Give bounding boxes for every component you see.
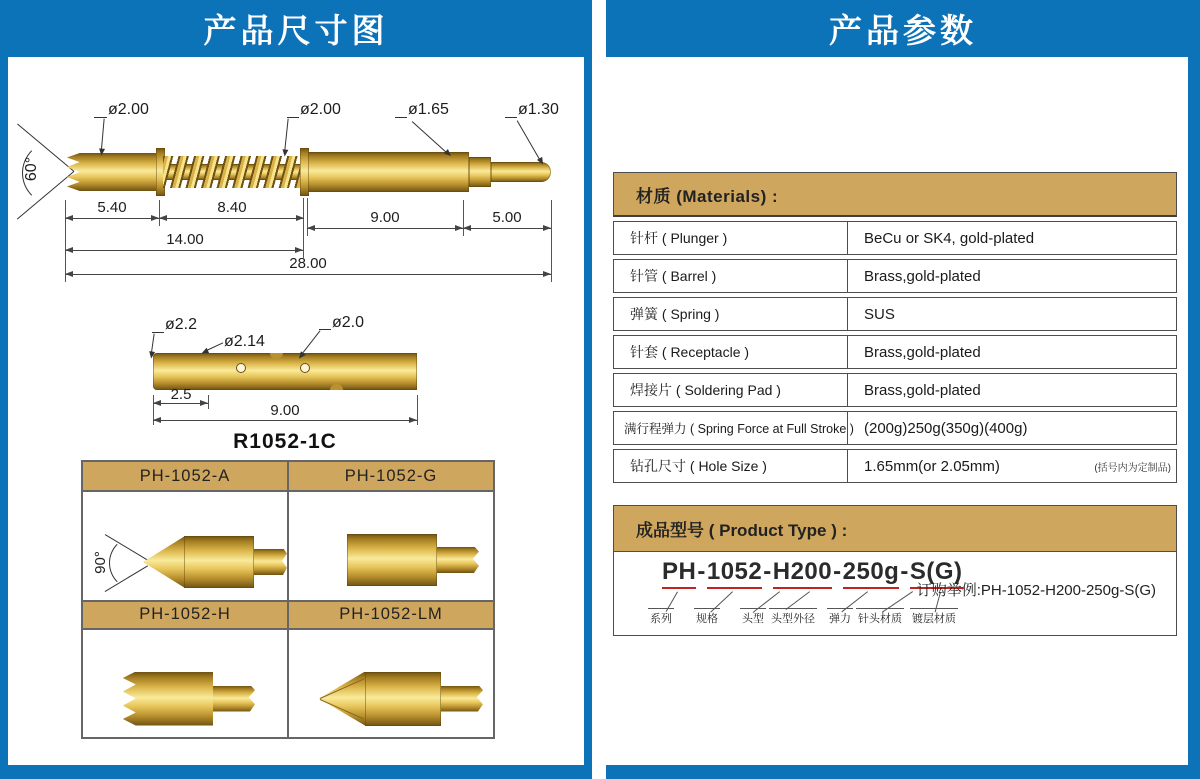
- dim-line: [159, 218, 304, 219]
- model-head-type: H: [773, 558, 791, 589]
- dia-barrel-label: ø1.65: [408, 101, 449, 118]
- dim-rec-9-00: 9.00: [270, 402, 300, 419]
- parameters-panel: [606, 0, 1200, 779]
- row-value: Brass,gold-plated: [864, 343, 981, 361]
- table-row: [613, 259, 1177, 293]
- tip-drawing-h: [82, 629, 288, 739]
- tip-shaft: [254, 549, 287, 575]
- tip-body: [347, 534, 437, 586]
- extension-line: [551, 200, 552, 282]
- row-label: 针杆 ( Plunger ): [614, 222, 848, 254]
- dim-28-00: 28.00: [289, 255, 327, 272]
- row-label: 弹簧 ( Spring ): [614, 298, 848, 330]
- tip-style-table: [81, 460, 495, 739]
- receptacle-tube: [153, 353, 417, 390]
- leader-line: [151, 334, 155, 353]
- rec-dia-inner-label: ø2.0: [332, 314, 365, 331]
- model-dash: -: [697, 558, 706, 585]
- parameters-area: [606, 0, 1200, 779]
- tip-drawing-lm: [288, 629, 494, 739]
- segment-label-tip-mat: 针头材质: [856, 608, 904, 626]
- table-row: [613, 449, 1177, 483]
- tube-notch-bottom: [330, 384, 343, 390]
- row-value: SUS: [864, 305, 895, 323]
- leader-tick: [505, 117, 517, 118]
- extension-line: [208, 395, 209, 409]
- product-type-body: [613, 552, 1177, 636]
- pin-barrel: [308, 152, 469, 192]
- dim-line: [307, 228, 463, 229]
- tip-name-a: PH-1052-A: [139, 466, 231, 485]
- row-value: [848, 450, 1176, 482]
- leader-tick: [94, 117, 107, 118]
- row-label: 满行程弹力 ( Spring Force at Full Stroke ): [614, 412, 848, 444]
- dim-line: [65, 274, 551, 275]
- dim-9-00: 9.00: [370, 209, 400, 226]
- extension-line: [303, 198, 304, 258]
- row-label: 针套 ( Receptacle ): [614, 336, 848, 368]
- crown-tip-body: [121, 672, 213, 726]
- right-panel-title: 产品参数: [829, 12, 977, 49]
- materials-header-text: 材质 (Materials) :: [636, 186, 779, 206]
- custom-note: (括号内为定制品): [1094, 462, 1171, 474]
- dim-line: [463, 228, 551, 229]
- dim-line: [153, 403, 208, 404]
- row-value: Brass,gold-plated: [864, 381, 981, 399]
- extension-line: [65, 200, 66, 282]
- dimension-diagram-panel: [0, 0, 592, 779]
- table-row: [613, 335, 1177, 369]
- dimension-drawing-area: [0, 0, 592, 779]
- model-plating: (G): [926, 558, 962, 589]
- leader-line: [516, 120, 540, 160]
- dim-line: [65, 250, 303, 251]
- table-row: [613, 297, 1177, 331]
- product-type-header-text: 成品型号 ( Product Type ) :: [636, 521, 848, 540]
- pin-spring: [163, 156, 301, 188]
- leader-tick: [395, 117, 407, 118]
- model-spec: 1052: [707, 558, 762, 589]
- table-row: [613, 411, 1177, 445]
- tip-angle-label: 90°: [91, 551, 109, 574]
- dia-head-label: ø2.00: [108, 101, 149, 118]
- rec-dia-mid-label: ø2.14: [224, 333, 265, 350]
- tip-cell-header: [288, 601, 494, 629]
- dim-line: [65, 218, 159, 219]
- product-type-box: [613, 505, 1177, 636]
- dia-flange-label: ø2.00: [300, 101, 341, 118]
- tip-drawing-a: [82, 491, 288, 601]
- dia-tip-label: ø1.30: [518, 101, 559, 118]
- dim-5-00: 5.00: [492, 209, 522, 226]
- leader-line: [412, 121, 447, 153]
- row-value: (200g)250g(350g)(400g): [864, 419, 1028, 437]
- tip-shaft: [441, 686, 483, 712]
- model-tip-material: S: [910, 558, 927, 589]
- model-dash: -: [833, 558, 842, 585]
- dim-2-5: 2.5: [170, 386, 192, 403]
- extension-line: [417, 395, 418, 425]
- model-series: PH: [662, 558, 696, 589]
- segment-label-spec: 规格: [694, 608, 720, 626]
- tip-cell-header: [82, 461, 288, 491]
- receptacle-model: R1052-1C: [233, 430, 337, 453]
- segment-label-head-od: 头型外径: [769, 608, 817, 626]
- tip-name-lm: PH-1052-LM: [339, 605, 443, 623]
- product-type-header: [613, 505, 1177, 552]
- tip-name-g: PH-1052-G: [344, 466, 438, 485]
- extension-line: [159, 200, 160, 226]
- model-dash: -: [763, 558, 772, 585]
- segment-label-series: 系列: [648, 608, 674, 626]
- dim-14-00: 14.00: [166, 231, 204, 248]
- materials-table: [613, 172, 1177, 483]
- model-dash: -: [900, 558, 909, 585]
- materials-header: [613, 172, 1177, 217]
- order-example: 订购举例:PH-1052-H200-250g-S(G): [916, 582, 1156, 599]
- tip-name-h: PH-1052-H: [139, 605, 231, 623]
- leader-tick: [287, 117, 299, 118]
- tip-body: [184, 536, 254, 588]
- segment-label-plating: 镀层材质: [910, 608, 958, 626]
- angle-label: 60°: [23, 156, 41, 182]
- tip-cell-header: [82, 601, 288, 629]
- rec-dia-outer-label: ø2.2: [165, 316, 198, 333]
- model-head-od: 200: [791, 558, 833, 589]
- tip-body: [365, 672, 441, 726]
- tube-hole: [300, 363, 310, 373]
- tip-cell-header: [288, 461, 494, 491]
- model-force: 250g: [843, 558, 900, 589]
- leader-line: [302, 330, 321, 354]
- leader-line: [101, 119, 105, 150]
- left-panel-title: 产品尺寸图: [203, 12, 389, 49]
- dim-8-40: 8.40: [217, 199, 247, 216]
- tip-drawing-g: [288, 491, 494, 601]
- hole-size-value: 1.65mm(or 2.05mm): [864, 457, 1000, 475]
- leader-tick: [319, 329, 331, 330]
- dim-5-40: 5.40: [97, 199, 127, 216]
- tip-shaft: [437, 547, 479, 573]
- table-row: [613, 373, 1177, 407]
- row-label: 焊接片 ( Soldering Pad ): [614, 374, 848, 406]
- row-label: 针管 ( Barrel ): [614, 260, 848, 292]
- tube-hole: [236, 363, 246, 373]
- row-value: Brass,gold-plated: [864, 267, 981, 285]
- dim-line: [153, 420, 417, 421]
- table-row: [613, 221, 1177, 255]
- row-label: 钻孔尺寸 ( Hole Size ): [614, 450, 848, 482]
- segment-label-force: 弹力: [827, 608, 853, 626]
- row-value: BeCu or SK4, gold-plated: [864, 229, 1035, 247]
- leader-line: [284, 119, 289, 151]
- pin-step: [469, 157, 491, 187]
- segment-label-head: 头型: [740, 608, 766, 626]
- tip-shaft: [213, 686, 255, 712]
- leader-line: [206, 342, 223, 351]
